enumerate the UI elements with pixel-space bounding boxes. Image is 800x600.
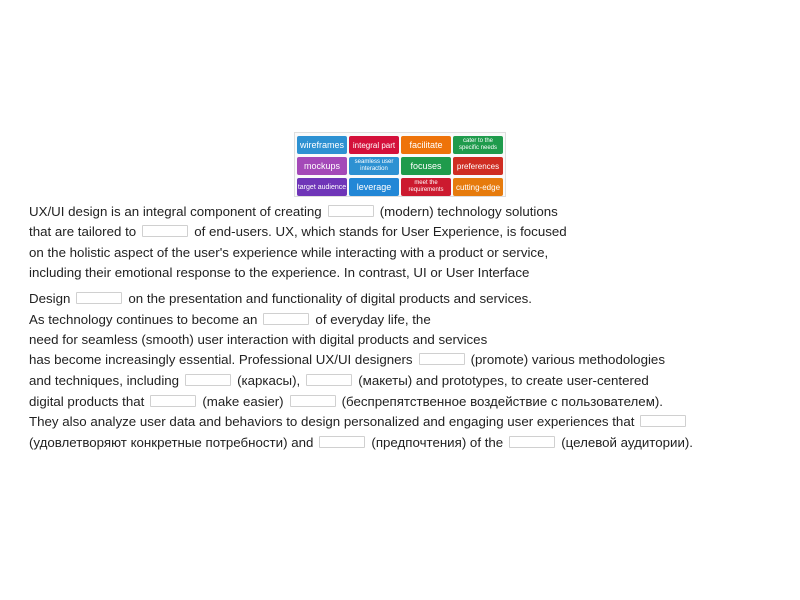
text-segment: including their emotional response to the experience. In contrast, UI or User Interface	[29, 265, 530, 280]
word-tile-meet-the-requirements[interactable]	[401, 178, 451, 196]
word-tile-label: cater to the specific needs	[458, 138, 498, 151]
word-tile-integral-part[interactable]	[349, 136, 399, 154]
text-segment: UX/UI design is an integral component of creating	[29, 204, 322, 219]
text-line	[29, 331, 487, 348]
word-tile-mockups[interactable]	[297, 157, 347, 175]
text-segment: (каркасы),	[237, 373, 301, 388]
text-segment: (целевой аудитории).	[561, 435, 693, 450]
text-line	[29, 311, 431, 328]
text-segment: digital products that	[29, 394, 145, 409]
answer-gap-9[interactable]	[290, 395, 336, 407]
answer-gap-2[interactable]	[142, 225, 188, 237]
word-tile-label: target audience	[297, 183, 347, 191]
text-segment: of end-users. UX, which stands for User Experience, is focused	[194, 224, 567, 239]
text-segment: (удовлетворяют конкретные потребности) and	[29, 435, 314, 450]
word-tile-leverage[interactable]	[349, 178, 399, 196]
text-line	[29, 434, 693, 451]
word-tile-seamless-user-interaction[interactable]	[349, 157, 399, 175]
text-line	[29, 393, 663, 410]
answer-gap-5[interactable]	[419, 353, 465, 365]
word-tile-wireframes[interactable]	[297, 136, 347, 154]
word-tile-label: seamless user interaction	[354, 159, 394, 172]
text-line	[29, 223, 567, 240]
text-line	[29, 203, 558, 220]
word-tile-label: preferences	[456, 161, 500, 171]
text-line	[29, 244, 548, 261]
answer-gap-8[interactable]	[150, 395, 196, 407]
text-segment: (макеты) and prototypes, to create user-centered	[358, 373, 649, 388]
answer-gap-6[interactable]	[185, 374, 231, 386]
word-bank	[294, 132, 506, 197]
text-segment: and techniques, including	[29, 373, 180, 388]
word-tile-label: wireframes	[299, 140, 344, 150]
answer-gap-7[interactable]	[306, 374, 352, 386]
word-tile-label: facilitate	[409, 140, 443, 150]
text-segment: of everyday life, the	[315, 312, 431, 327]
answer-gap-4[interactable]	[263, 313, 309, 325]
text-segment: (promote) various methodologies	[470, 352, 665, 367]
text-segment: has become increasingly essential. Professional UX/UI designers	[29, 352, 413, 367]
answer-gap-11[interactable]	[319, 436, 365, 448]
word-tile-label: mockups	[303, 161, 340, 171]
text-segment: (make easier)	[202, 394, 284, 409]
word-tile-target-audience[interactable]	[297, 178, 347, 196]
answer-gap-12[interactable]	[509, 436, 555, 448]
text-segment: on the holistic aspect of the user's experience while interacting with a product or service,	[29, 245, 549, 260]
text-segment: They also analyze user data and behaviors to design personalized and engaging user experiences that	[29, 414, 635, 429]
answer-gap-3[interactable]	[76, 292, 122, 304]
word-tile-cater-to-the-specific-needs[interactable]	[453, 136, 503, 154]
text-segment: that are tailored to	[29, 224, 137, 239]
text-segment: on the presentation and functionality of digital products and services.	[128, 291, 532, 306]
word-tile-facilitate[interactable]	[401, 136, 451, 154]
word-tile-focuses[interactable]	[401, 157, 451, 175]
text-segment: Design	[29, 291, 71, 306]
text-line	[29, 290, 532, 307]
text-segment: (беспрепятственное воздействие с пользователем).	[341, 394, 663, 409]
word-tile-label: integral part	[352, 140, 396, 150]
answer-gap-1[interactable]	[328, 205, 374, 217]
word-tile-label: meet the requirements	[408, 180, 444, 193]
text-segment: As technology continues to become an	[29, 312, 258, 327]
text-segment: need for seamless (smooth) user interaction with digital products and services	[29, 332, 488, 347]
word-tile-label: cutting-edge	[455, 182, 501, 192]
word-tile-label: leverage	[356, 182, 392, 192]
word-tile-cutting-edge[interactable]	[453, 178, 503, 196]
text-segment: (modern) technology solutions	[379, 204, 558, 219]
text-line	[29, 413, 692, 430]
text-segment: (предпочтения) of the	[371, 435, 504, 450]
text-line	[29, 351, 665, 368]
text-line	[29, 264, 529, 281]
word-tile-label: focuses	[410, 161, 442, 171]
text-line	[29, 372, 649, 389]
word-tile-preferences[interactable]	[453, 157, 503, 175]
answer-gap-10[interactable]	[640, 415, 686, 427]
